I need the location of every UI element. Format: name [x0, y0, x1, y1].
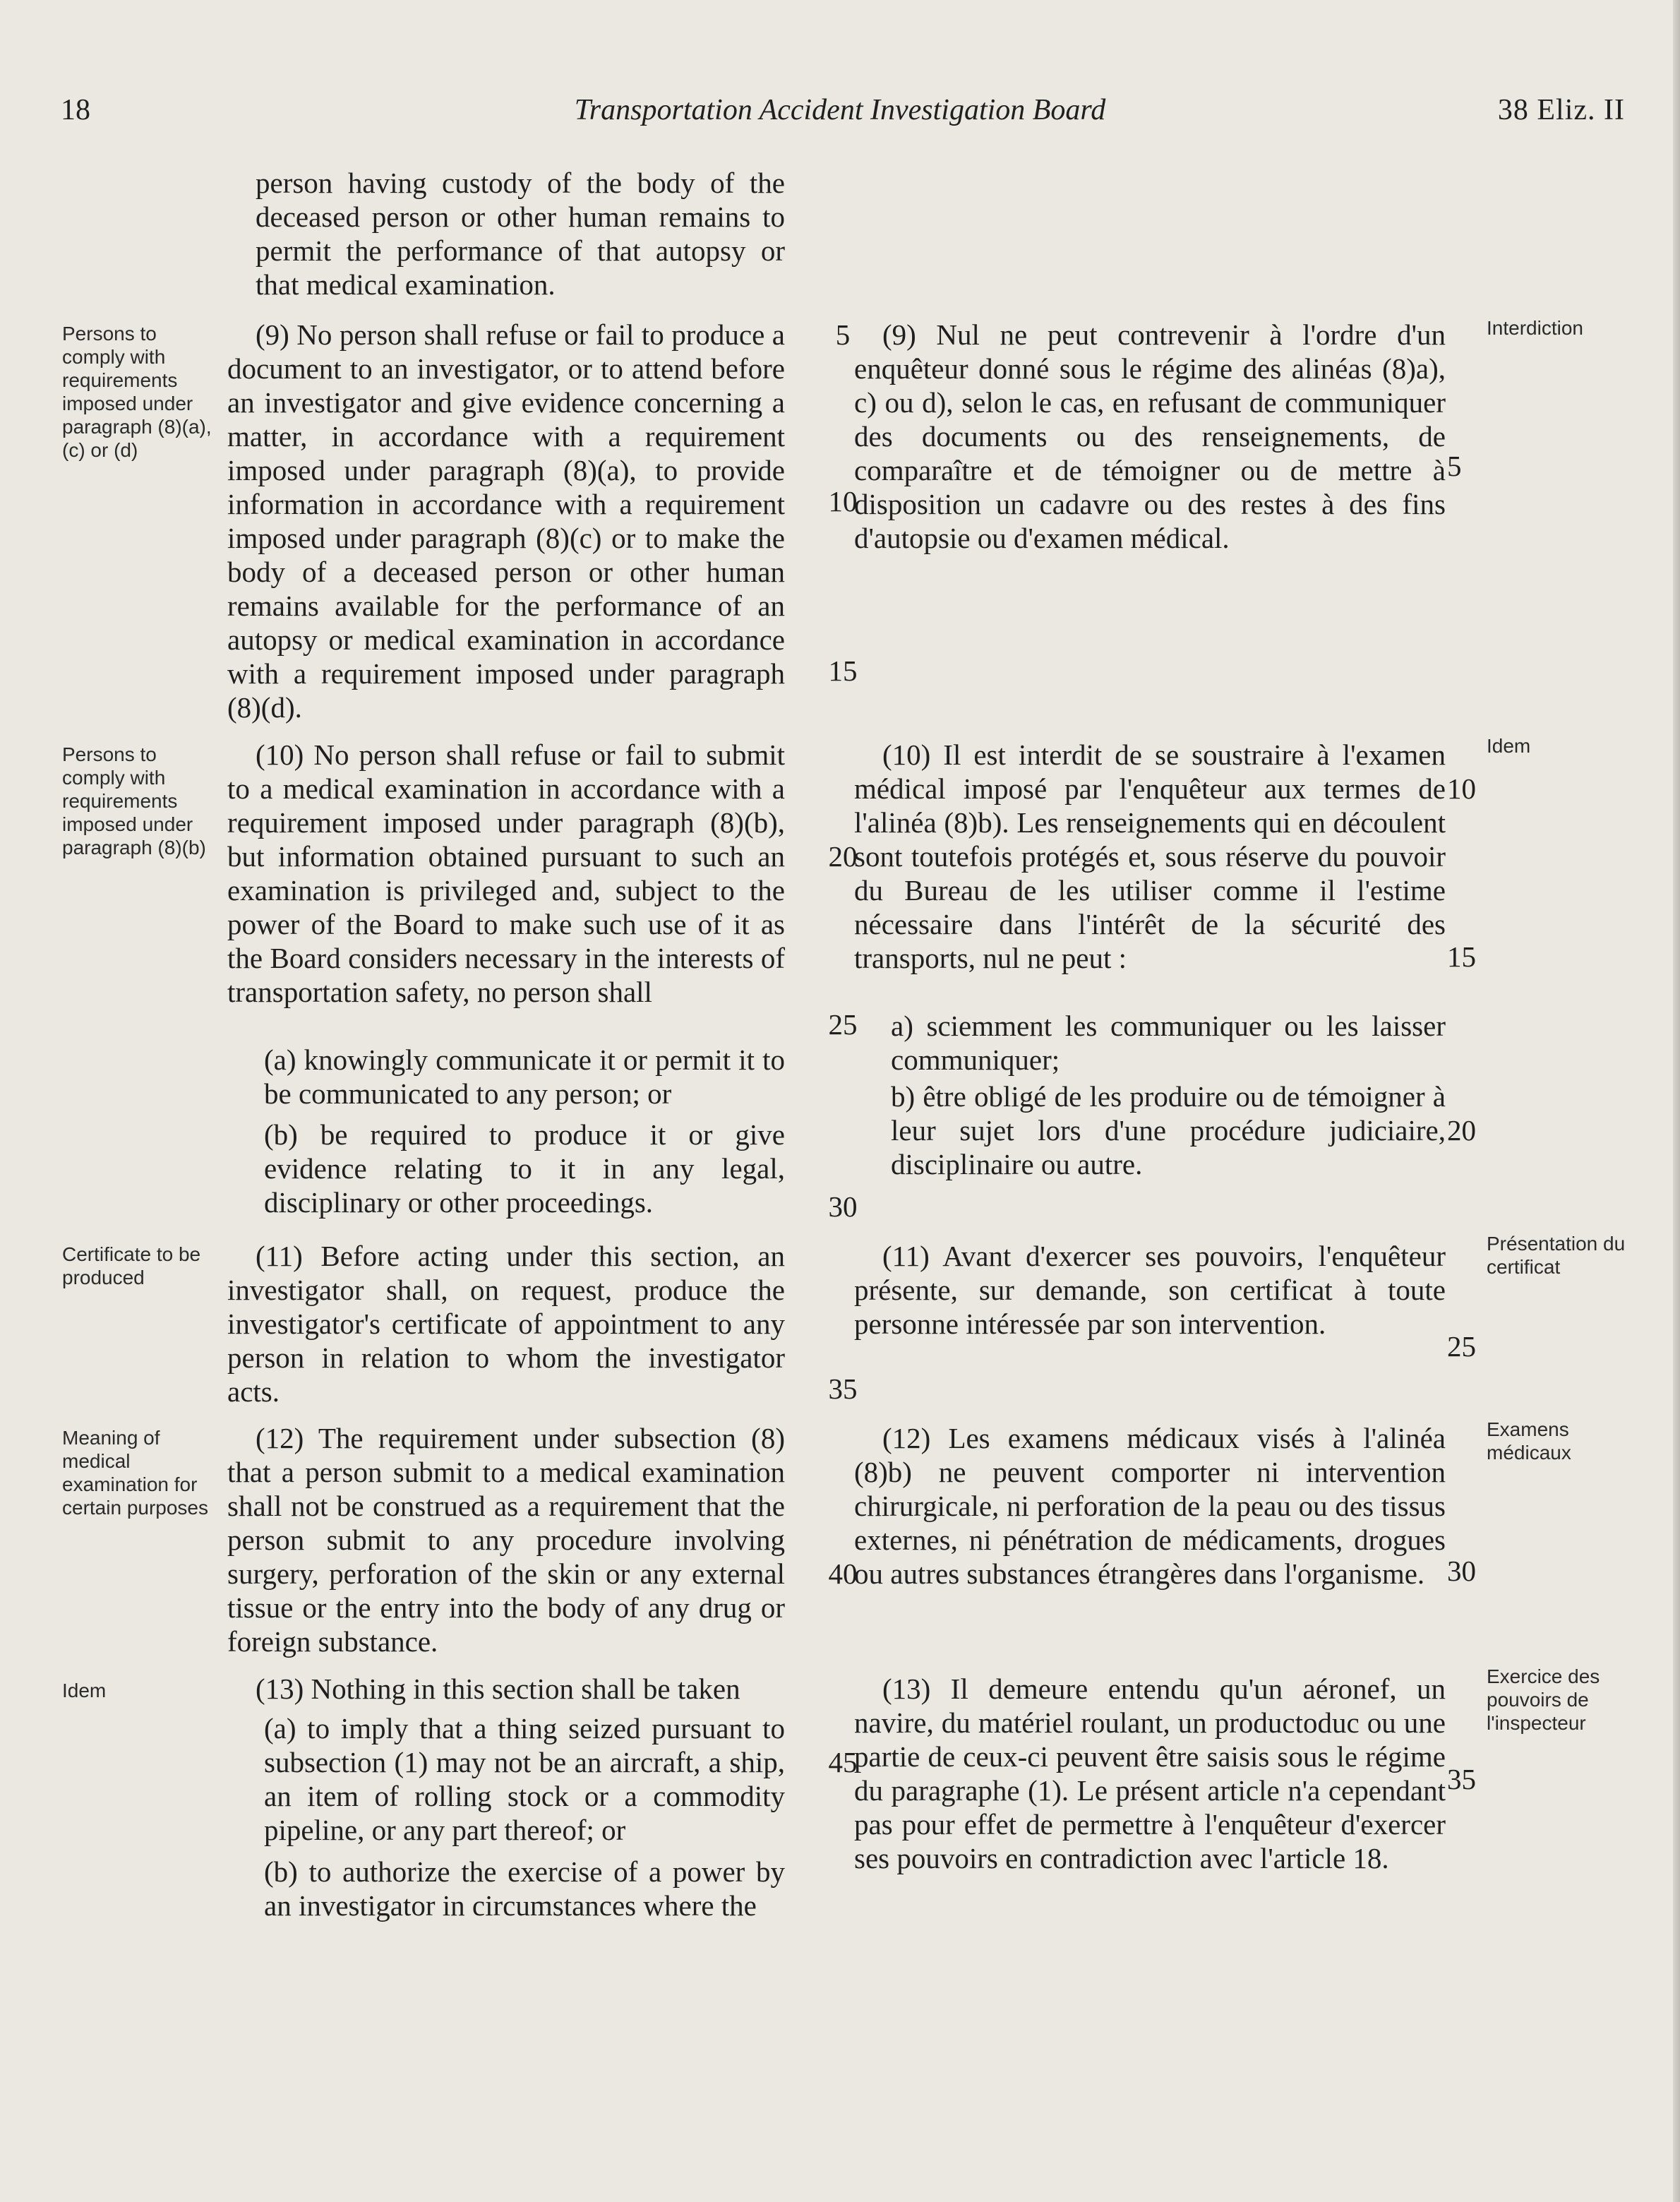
- page-number: 18: [61, 94, 90, 126]
- fr-subsection-10-b: b) être obligé de les produire ou de témoigner à leur sujet lors d'une procédure judiciaire, disciplinaire ou autre.: [891, 1080, 1446, 1180]
- page-edge-shadow: [1673, 0, 1680, 2202]
- line-number: 10: [1447, 772, 1476, 805]
- en-marginal-note-13: Idem: [62, 1680, 107, 1701]
- line-number: 5: [1447, 450, 1462, 482]
- fr-marginal-note-10: Idem: [1487, 735, 1531, 757]
- fr-marginal-note-12: Examens médicaux: [1487, 1418, 1571, 1464]
- fr-subsection-13: (13) Il demeure entendu qu'un aéronef, un navire, du matériel roulant, un productoduc ou une partie de ceux-ci peuvent être saisis sous le régime du paragraphe (1). Le présent article n'a cependant pas pour effet de permettre à l'enquêteur d'exercer ses pouvoirs en contradiction avec l'article 18.: [854, 1673, 1446, 1874]
- en-paragraph-intro: person having custody of the body of the deceased person or other human remains to permit the performance of that autopsy or that medical examination.: [256, 167, 785, 301]
- line-number: 40: [828, 1557, 858, 1590]
- line-number: 45: [828, 1746, 858, 1778]
- en-subsection-10: (10) No person shall refuse or fail to submit to a medical examination in accordance with a requirement imposed under paragraph (8)(b), but information obtained pursuant to such an examination is privileged and, subject to the power of the Board to make such use of it as the Board considers necessary in the interests of transportation safety, no person shall: [227, 738, 785, 1008]
- fr-subsection-10-a: a) sciemment les communiquer ou les laisser communiquer;: [891, 1010, 1446, 1076]
- line-number: 15: [828, 654, 858, 687]
- en-marginal-note-9: Persons to comply with requirements imposed under paragraph (8)(a), (c) or (d): [62, 323, 212, 461]
- line-number: 30: [828, 1190, 858, 1223]
- line-number: 30: [1447, 1555, 1476, 1587]
- en-marginal-note-11: Certificate to be produced: [62, 1243, 201, 1288]
- regnal-year: 38 Eliz. II: [1497, 94, 1625, 126]
- fr-subsection-12: (12) Les examens médicaux visés à l'alinéa (8)b) ne peuvent comporter ni intervention chirurgicale, ni perforation de la peau ou des tissus externes, ni pénétration de médicaments, drogues ou autres substances étrangères dans l'organisme.: [854, 1422, 1446, 1590]
- fr-marginal-note-11: Présentation du certificat: [1487, 1233, 1626, 1278]
- line-number: 20: [828, 840, 858, 873]
- line-number: 15: [1447, 940, 1476, 973]
- fr-marginal-note-13: Exercice des pouvoirs de l'inspecteur: [1487, 1665, 1600, 1734]
- line-number: 25: [1447, 1330, 1476, 1363]
- en-subsection-9: (9) No person shall refuse or fail to produce a document to an investigator, or to attend before an investigator and give evidence concerning a matter, in accordance with a requirement imposed under paragraph (8)(a), to provide information in accordance with a requirement imposed under paragraph (8)(c) or to make the body of a deceased person or other human remains available for the performance of an autopsy or medical examination in accordance with a requirement imposed under paragraph (8)(d).: [227, 318, 785, 724]
- en-subsection-13: (13) Nothing in this section shall be taken: [256, 1673, 740, 1705]
- line-number: 10: [828, 485, 858, 517]
- fr-marginal-note-9: Interdiction: [1487, 317, 1583, 339]
- fr-subsection-11: (11) Avant d'exercer ses pouvoirs, l'enquêteur présente, sur demande, son certificat à toute personne intéressée par son intervention.: [854, 1240, 1446, 1340]
- line-number: 20: [1447, 1114, 1476, 1147]
- en-subsection-11: (11) Before acting under this section, an investigator shall, on request, produce the investigator's certificate of appointment to any person in relation to whom the investigator acts.: [227, 1240, 785, 1408]
- line-number: 25: [828, 1008, 858, 1041]
- en-subsection-13-a: (a) to imply that a thing seized pursuant to subsection (1) may not be an aircraft, a ship, an item of rolling stock or a commodity pipeline, or any part thereof; or: [264, 1712, 785, 1846]
- en-subsection-10-a: (a) knowingly communicate it or permit it to be communicated to any person; or: [264, 1043, 785, 1110]
- en-subsection-13-b: (b) to authorize the exercise of a power by an investigator in circumstances where the: [264, 1855, 785, 1922]
- en-marginal-note-12: Meaning of medical examination for certain purposes: [62, 1427, 209, 1519]
- running-title: Transportation Accident Investigation Board: [574, 94, 1106, 126]
- fr-subsection-10: (10) Il est interdit de se soustraire à l'examen médical imposé par l'enquêteur aux termes de l'alinéa (8)b). Les renseignements qui en découlent sont toutefois protégés et, sous réserve du pouvoir du Bureau de les utiliser comme il l'estime nécessaire dans l'intérêt de la sécurité des transports, nul ne peut :: [854, 738, 1446, 974]
- en-subsection-12: (12) The requirement under subsection (8) that a person submit to a medical examination shall not be construed as a requirement that the person submit to any procedure involving surgery, perforation of the skin or any external tissue or the entry into the body of any drug or foreign substance.: [227, 1422, 785, 1658]
- line-number: 5: [835, 318, 851, 351]
- line-number: 35: [828, 1372, 858, 1405]
- en-subsection-10-b: (b) be required to produce it or give evidence relating to it in any legal, disciplinary or other proceedings.: [264, 1118, 785, 1219]
- line-number: 35: [1447, 1763, 1476, 1795]
- en-marginal-note-10: Persons to comply with requirements imposed under paragraph (8)(b): [62, 743, 206, 858]
- fr-subsection-9: (9) Nul ne peut contrevenir à l'ordre d'un enquêteur donné sous le régime des alinéas (8)a), c) ou d), selon le cas, en refusant de communiquer des documents ou des renseignements, de comparaître et de témoigner ou de mettre à disposition un cadavre ou des restes à des fins d'autopsie ou d'examen médical.: [854, 318, 1446, 554]
